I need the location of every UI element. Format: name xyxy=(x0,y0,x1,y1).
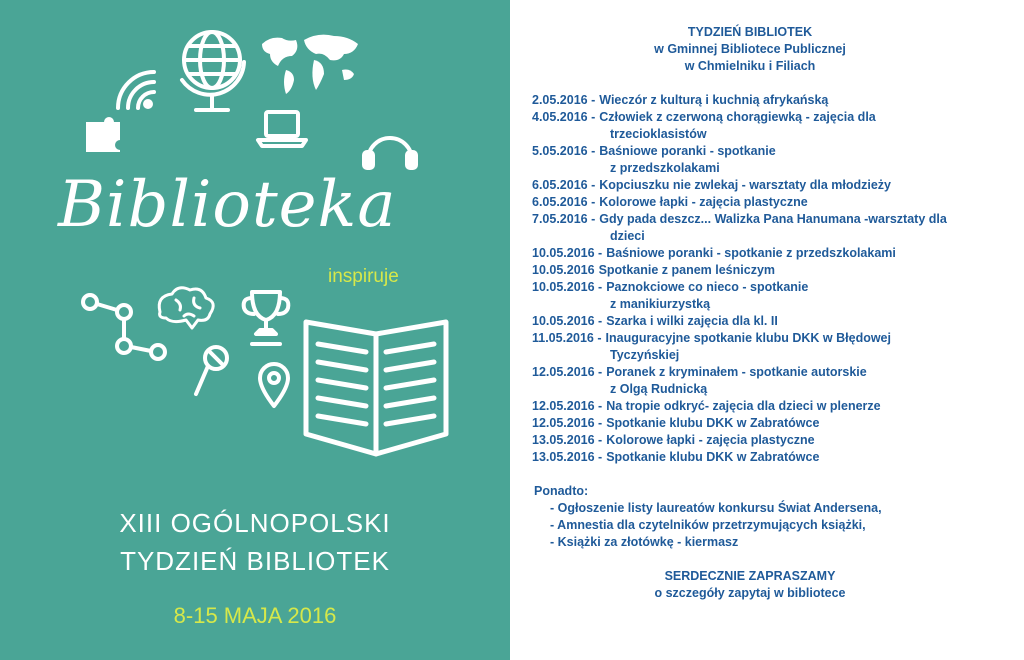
event-item xyxy=(532,313,1020,330)
event-date: 6.05.2016 - xyxy=(532,178,596,192)
event-item xyxy=(532,194,1020,211)
event-title: Gdy pada deszcz... Walizka Pana Hanumana -warsztaty dla xyxy=(599,212,947,226)
event-item xyxy=(532,262,1020,279)
additional-info xyxy=(534,483,1020,551)
poster-edition-line1: XIII OGÓLNOPOLSKI xyxy=(119,508,391,538)
network-icon xyxy=(83,295,165,359)
event-date: 13.05.2016 - xyxy=(532,433,603,447)
event-item xyxy=(532,415,1020,432)
event-date: 12.05.2016 - xyxy=(532,365,603,379)
event-title: Człowiek z czerwoną chorągiewką - zajęcia dla xyxy=(599,110,876,124)
closing-details: o szczegóły zapytaj w bibliotece xyxy=(654,586,846,600)
event-date: 10.05.2016 - xyxy=(532,280,603,294)
event-date: 6.05.2016 - xyxy=(532,195,596,209)
poster-logo-word: Biblioteka xyxy=(58,168,397,242)
event-title: Kopciuszku nie zwlekaj - warsztaty dla młodzieży xyxy=(599,178,891,192)
event-date: 2.05.2016 - xyxy=(532,93,596,107)
event-title: Kolorowe łapki - zajęcia plastyczne xyxy=(599,195,808,209)
open-book-icon xyxy=(306,322,446,454)
event-title-continued: z manikiurzystką xyxy=(610,297,711,311)
event-title-continued: dzieci xyxy=(610,229,645,243)
event-item xyxy=(532,398,1020,415)
event-item xyxy=(532,279,1020,313)
event-item xyxy=(532,330,1020,364)
event-title: Kolorowe łapki - zajęcia plastyczne xyxy=(606,433,815,447)
event-title-continued: z Olgą Rudnicką xyxy=(610,382,708,396)
event-date: 10.05.2016 xyxy=(532,263,595,277)
wifi-icon xyxy=(118,72,154,108)
location-pin-icon xyxy=(260,364,288,406)
event-title: Baśniowe poranki - spotkanie xyxy=(599,144,776,158)
world-map-icon xyxy=(262,35,358,94)
event-item xyxy=(532,364,1020,398)
event-title-continued: Tyczyńskiej xyxy=(610,348,680,362)
event-date: 4.05.2016 - xyxy=(532,110,596,124)
info-header-line1: TYDZIEŃ BIBLIOTEK xyxy=(687,25,813,39)
event-item xyxy=(532,211,1020,245)
poster-panel xyxy=(0,0,510,660)
event-item xyxy=(532,109,1020,143)
event-date: 10.05.2016 - xyxy=(532,246,603,260)
closing-invitation: SERDECZNIE ZAPRASZAMY xyxy=(664,569,836,583)
laptop-icon xyxy=(258,112,306,146)
microphone-icon xyxy=(196,347,227,394)
info-header-line2: w Gminnej Bibliotece Publicznej xyxy=(654,42,846,56)
event-title-continued: z przedszkolakami xyxy=(610,161,720,175)
event-date: 12.05.2016 - xyxy=(532,416,603,430)
poster-edition-line2: TYDZIEŃ BIBLIOTEK xyxy=(120,546,390,576)
event-title: Wieczór z kulturą i kuchnią afrykańską xyxy=(599,93,829,107)
event-date: 10.05.2016 - xyxy=(532,314,603,328)
event-title: Spotkanie z panem leśniczym xyxy=(598,263,776,277)
event-date: 13.05.2016 - xyxy=(532,450,603,464)
poster-dates: 8-15 MAJA 2016 xyxy=(173,603,337,628)
trophy-icon xyxy=(244,292,289,344)
headphones-icon xyxy=(364,138,416,168)
globe-icon xyxy=(182,32,244,110)
info-header-line3: w Chmielniku i Filiach xyxy=(684,59,816,73)
event-title: Spotkanie klubu DKK w Zabratówce xyxy=(606,450,820,464)
event-date: 5.05.2016 - xyxy=(532,144,596,158)
event-title: Na tropie odkryć- zajęcia dla dzieci w plenerze xyxy=(606,399,881,413)
event-item xyxy=(532,177,1020,194)
event-info-panel xyxy=(520,24,1020,602)
event-date: 11.05.2016 - xyxy=(532,331,602,345)
brain-icon xyxy=(159,288,213,328)
event-title: Poranek z kryminałem - spotkanie autorskie xyxy=(606,365,867,379)
event-title: Baśniowe poranki - spotkanie z przedszkolakami xyxy=(606,246,896,260)
event-date: 12.05.2016 - xyxy=(532,399,603,413)
event-title-continued: trzecioklasistów xyxy=(610,127,707,141)
event-item xyxy=(532,432,1020,449)
event-list xyxy=(532,92,1020,466)
event-item xyxy=(532,245,1020,262)
event-title: Szarka i wilki zajęcia dla kl. II xyxy=(606,314,778,328)
info-header xyxy=(540,24,960,75)
event-title: Paznokciowe co nieco - spotkanie xyxy=(606,280,809,294)
additional-info-item: - Książki za złotówkę - kiermasz xyxy=(550,535,739,549)
event-item xyxy=(532,449,1020,466)
additional-info-title: Ponadto: xyxy=(534,484,589,498)
additional-info-item: - Ogłoszenie listy laureatów konkursu Świat Andersena, xyxy=(550,501,882,515)
poster-tagline: inspiruje xyxy=(328,266,399,287)
event-date: 7.05.2016 - xyxy=(532,212,596,226)
event-title: Spotkanie klubu DKK w Zabratówce xyxy=(606,416,820,430)
event-item xyxy=(532,143,1020,177)
event-title: Inauguracyjne spotkanie klubu DKK w Błędowej xyxy=(605,331,891,345)
puzzle-icon xyxy=(86,117,120,152)
closing-note xyxy=(540,568,960,602)
additional-info-item: - Amnestia dla czytelników przetrzymujących książki, xyxy=(550,518,866,532)
event-item xyxy=(532,92,1020,109)
